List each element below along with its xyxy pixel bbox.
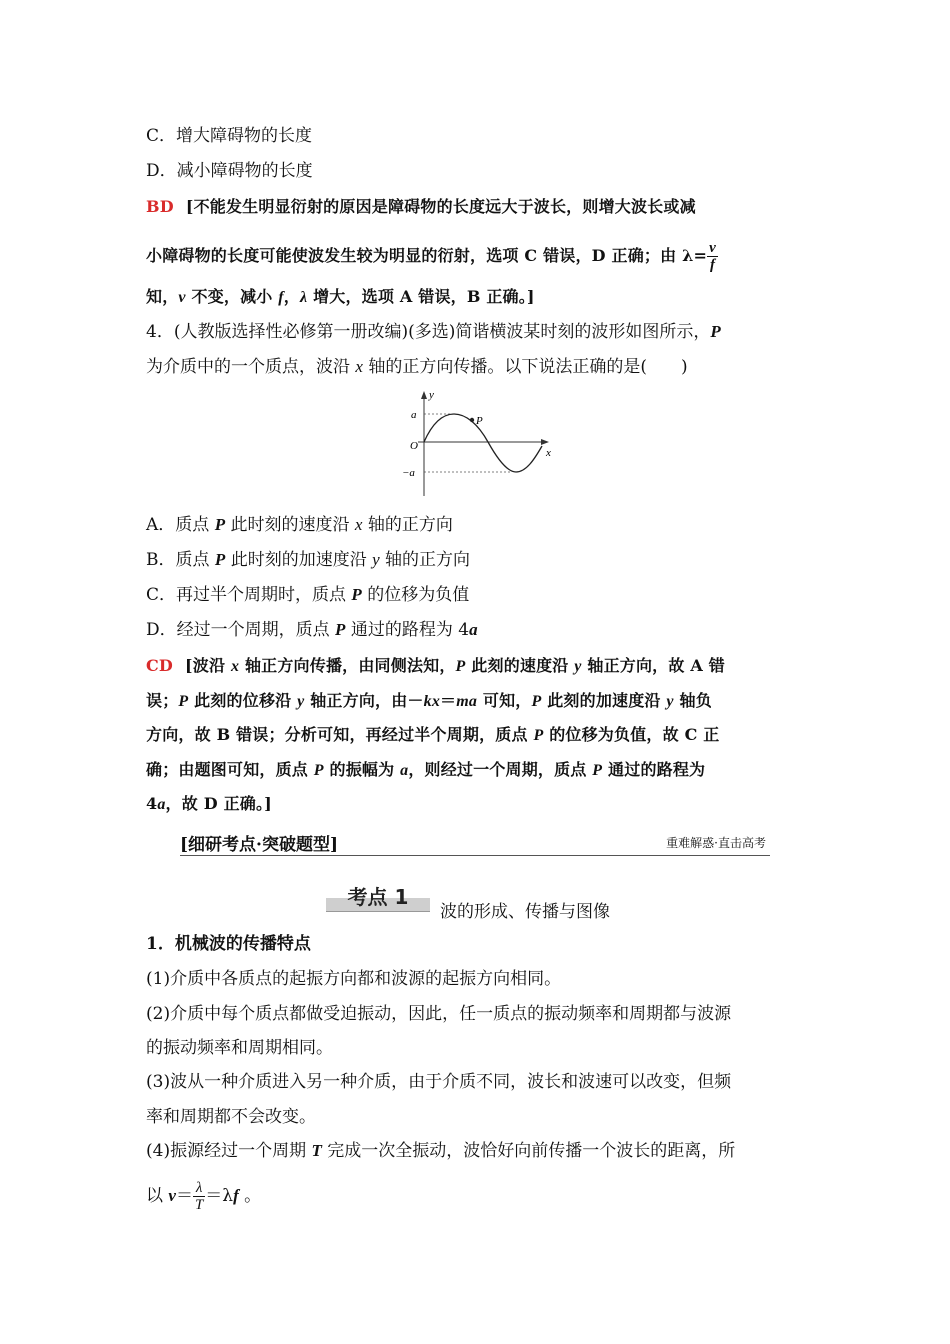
answer3-line1 (146, 195, 696, 219)
var-x: x (355, 357, 363, 376)
kaodian-label: 考点 1 (347, 885, 409, 909)
p4-text: ＝λ (205, 1186, 234, 1206)
var-p: P (214, 515, 226, 534)
answer4-text: 轴正方向传播，由同侧法知， (239, 656, 456, 675)
option-c-text2: 的位移为负值 (361, 585, 470, 605)
answer4-text: 此刻的位移沿 (188, 691, 298, 710)
a-label: a (411, 409, 417, 421)
answer3-line2 (146, 240, 718, 273)
x-axis-label: x (546, 447, 551, 459)
p-label: P (476, 415, 483, 427)
var-y: y (574, 658, 582, 675)
var-p: P (455, 658, 466, 675)
equals-sign: ＝ (440, 691, 457, 710)
answer3-text3b: 不变，减小 (185, 287, 279, 306)
x-axis-arrow (541, 439, 549, 445)
answer4-line5 (146, 792, 272, 817)
q4-text2a: 为介质中的一个质点，波沿 (146, 357, 356, 377)
answer4-text: 轴正方向，由－ (304, 691, 424, 710)
section1-heading: 1．机械波的传播特点 (146, 934, 311, 954)
answer4-text: 方向，故 B 错误；分析可知，再经过半个周期，质点 (146, 725, 534, 744)
answer3-fraction (707, 240, 718, 273)
option-a-q4 (146, 513, 453, 537)
var-y: y (372, 550, 380, 569)
answer4-text: 此刻的加速度沿 (541, 691, 667, 710)
answer4-line2 (146, 689, 712, 714)
fraction-denominator: f (709, 257, 716, 273)
var-y: y (297, 693, 305, 710)
answer4-text: 4 (146, 794, 158, 813)
q4-line2 (146, 355, 688, 379)
var-p: P (351, 585, 362, 604)
neg-a-label: −a (402, 467, 415, 479)
fraction-denominator: T (194, 1197, 204, 1213)
section-banner (180, 828, 770, 856)
answer4-text: 的振幅为 (323, 760, 401, 779)
section1-p1: (1)介质中各质点的起振方向都和波源的起振方向相同。 (146, 969, 562, 989)
option-c-q4 (146, 583, 469, 607)
answer4-line3 (146, 723, 719, 748)
answer3-text3c: ， (283, 287, 300, 306)
point-p (470, 418, 474, 422)
fraction-numerator: v (709, 240, 716, 256)
var-p: P (710, 322, 721, 341)
section1-p4-line1 (146, 1139, 735, 1163)
var-t: T (311, 1141, 322, 1160)
wave-figure (398, 386, 558, 506)
var-p: P (335, 620, 346, 639)
y-axis-label: y (429, 389, 434, 401)
var-lambda: λ (300, 289, 308, 306)
var-x: x (230, 658, 240, 675)
var-v: v (168, 1186, 176, 1205)
var-p: P (178, 693, 189, 710)
var-p: P (214, 550, 226, 569)
option-a-text1: A．质点 (146, 515, 215, 535)
answer4-text: 通过的路程为 (602, 760, 706, 779)
option-d-q3: D．减小障碍物的长度 (146, 161, 313, 181)
answer3-tag: BD (146, 197, 174, 216)
answer4-text: 轴正方向，故 A 错 (581, 656, 725, 675)
p4-text: 完成一次全振动，波恰好向前传播一个波长的距离，所 (321, 1141, 736, 1161)
equals-sign: ＝ (175, 1186, 193, 1206)
origin-label: O (410, 440, 418, 452)
var-v: v (178, 289, 186, 306)
answer4-text: ，故 D 正确。] (165, 794, 272, 813)
answer3-text3a: 知， (146, 287, 179, 306)
answer4-line1 (146, 654, 725, 679)
kaodian-badge (326, 880, 430, 912)
option-d-q4 (146, 618, 478, 642)
banner-subtitle: 重难解惑·直击高考 (666, 836, 766, 850)
wave-curve (424, 414, 542, 472)
answer3-line3 (146, 285, 535, 310)
var-p: P (533, 727, 544, 744)
answer4-text: 此刻的速度沿 (465, 656, 575, 675)
var-ma: ma (456, 693, 478, 710)
var-p: P (313, 762, 324, 779)
option-b-q4 (146, 548, 470, 572)
answer4-line4 (146, 758, 705, 783)
option-d-text1: D．经过一个周期，质点 (146, 620, 336, 640)
var-a: a (157, 796, 166, 813)
answer4-text: ，则经过一个周期，质点 (408, 760, 593, 779)
option-a-text2: 此时刻的速度沿 (225, 515, 355, 535)
fraction-numerator: λ (193, 1180, 205, 1197)
answer4-text: 可知， (477, 691, 532, 710)
section1-p4-line2 (146, 1180, 261, 1213)
option-b-text2: 此时刻的加速度沿 (225, 550, 373, 570)
section1-p2-line2: 的振动频率和周期相同。 (146, 1038, 333, 1058)
wave-graph (398, 386, 558, 502)
option-d-text2: 通过的路程为 4 (345, 620, 470, 640)
var-a: a (469, 620, 478, 639)
var-a: a (400, 762, 409, 779)
var-y: y (666, 693, 674, 710)
answer3-text2: 小障碍物的长度可能使波发生较为明显的衍射，选项 C 错误，D 正确；由 λ= (146, 246, 708, 265)
var-p: P (592, 762, 603, 779)
answer3-text3d: 增大，选项 A 错误，B 正确。] (307, 287, 535, 306)
kaodian-title: 波的形成、传播与图像 (440, 902, 610, 922)
banner-title: [细研考点·突破题型] (180, 835, 339, 855)
option-b-text3: 轴的正方向 (379, 550, 471, 570)
option-c-text1: C．再过半个周期时，质点 (146, 585, 352, 605)
q4-text1: 4．(人教版选择性必修第一册改编)(多选)简谐横波某时刻的波形如图所示， (146, 322, 711, 342)
answer4-text: 的位移为负值，故 C 正 (543, 725, 720, 744)
answer4-tag: CD (146, 656, 174, 675)
q4-text2b: 轴的正方向传播。以下说法正确的是( ) (362, 357, 688, 377)
p4-text: 。 (238, 1186, 262, 1206)
y-axis-arrow (421, 391, 427, 399)
answer4-text: 轴负 (673, 691, 712, 710)
var-x: x (354, 515, 363, 534)
option-c-q3: C．增大障碍物的长度 (146, 126, 313, 146)
option-b-text1: B．质点 (146, 550, 215, 570)
section1-p3-line1: (3)波从一种介质进入另一种介质，由于介质不同，波长和波速可以改变，但频 (146, 1072, 732, 1092)
banner-divider (180, 855, 770, 856)
answer4-text: [波沿 (185, 656, 231, 675)
answer3-text1: [不能发生明显衍射的原因是障碍物的长度远大于波长，则增大波长或减 (185, 197, 696, 216)
q4-line1 (146, 320, 721, 344)
section1-p2-line1: (2)介质中每个质点都做受迫振动，因此，任一质点的振动频率和周期都与波源 (146, 1004, 732, 1024)
var-p: P (531, 693, 542, 710)
var-f: f (278, 289, 284, 306)
section1-p3-line2: 率和周期都不会改变。 (146, 1107, 316, 1127)
var-f: f (233, 1186, 239, 1205)
option-a-text3: 轴的正方向 (362, 515, 453, 535)
p4-text: 以 (146, 1186, 169, 1206)
answer4-text: 确；由题图可知，质点 (146, 760, 314, 779)
answer4-text: 误； (146, 691, 179, 710)
p4-fraction (193, 1180, 205, 1213)
p4-text: (4)振源经过一个周期 (146, 1141, 312, 1161)
var-kx: kx (423, 693, 441, 710)
